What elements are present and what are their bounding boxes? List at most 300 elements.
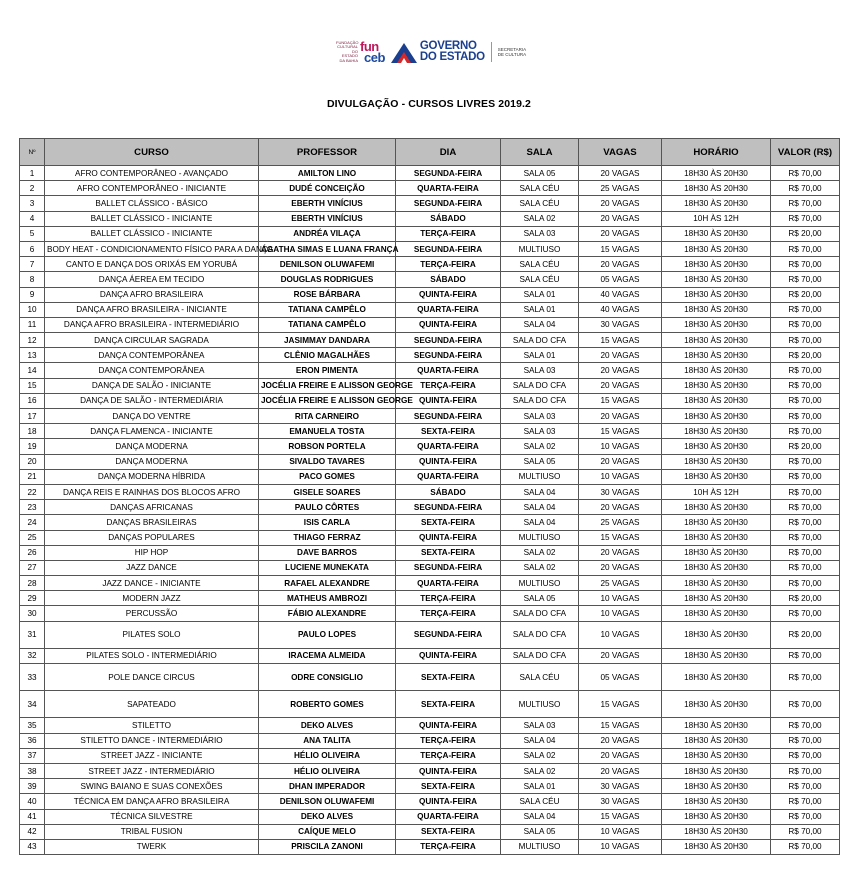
cell-number: 15 bbox=[20, 378, 45, 393]
cell-price: R$ 70,00 bbox=[771, 748, 840, 763]
cell-room: SALA DO CFA bbox=[501, 648, 579, 663]
cell-room: SALA 04 bbox=[501, 733, 579, 748]
cell-professor: EBERTH VINÍCIUS bbox=[259, 196, 396, 211]
cell-schedule: 18H30 ÀS 20H30 bbox=[662, 363, 771, 378]
cell-number: 24 bbox=[20, 515, 45, 530]
funceb-logo bbox=[360, 41, 385, 63]
cell-course: DANÇA DO VENTRE bbox=[45, 409, 259, 424]
cell-schedule: 18H30 ÀS 20H30 bbox=[662, 333, 771, 348]
cell-professor: EMANUELA TOSTA bbox=[259, 424, 396, 439]
cell-professor: SIVALDO TAVARES bbox=[259, 454, 396, 469]
cell-price: R$ 70,00 bbox=[771, 530, 840, 545]
cell-day: TERÇA-FEIRA bbox=[396, 748, 501, 763]
cell-room: SALA CÉU bbox=[501, 794, 579, 809]
cell-course: PERCUSSÃO bbox=[45, 606, 259, 621]
cell-schedule: 18H30 ÀS 20H30 bbox=[662, 241, 771, 256]
cell-price: R$ 70,00 bbox=[771, 664, 840, 691]
cell-room: MULTIUSO bbox=[501, 530, 579, 545]
cell-professor: DENILSON OLUWAFEMI bbox=[259, 257, 396, 272]
cell-professor: DAVE BARROS bbox=[259, 545, 396, 560]
column-header-vacancies: VAGAS bbox=[579, 139, 662, 166]
table-row bbox=[20, 530, 840, 545]
logo-divider bbox=[491, 42, 492, 62]
cell-day: QUARTA-FEIRA bbox=[396, 469, 501, 484]
cell-professor: ERON PIMENTA bbox=[259, 363, 396, 378]
cell-day: SEGUNDA-FEIRA bbox=[396, 333, 501, 348]
cell-schedule: 18H30 ÀS 20H30 bbox=[662, 591, 771, 606]
cell-room: MULTIUSO bbox=[501, 241, 579, 256]
cell-vacancies: 10 VAGAS bbox=[579, 839, 662, 854]
cell-day: SEGUNDA-FEIRA bbox=[396, 166, 501, 181]
cell-room: SALA 02 bbox=[501, 545, 579, 560]
cell-day: QUARTA-FEIRA bbox=[396, 439, 501, 454]
cell-course: CANTO E DANÇA DOS ORIXÁS EM YORUBÁ bbox=[45, 257, 259, 272]
table-row bbox=[20, 733, 840, 748]
cell-number: 41 bbox=[20, 809, 45, 824]
cell-course: DANÇA MODERNA bbox=[45, 454, 259, 469]
cell-day: SÁBADO bbox=[396, 484, 501, 499]
cell-day: TERÇA-FEIRA bbox=[396, 733, 501, 748]
cell-room: SALA 04 bbox=[501, 500, 579, 515]
cell-room: MULTIUSO bbox=[501, 576, 579, 591]
cell-professor: DENILSON OLUWAFEMI bbox=[259, 794, 396, 809]
cell-professor: LUCIENE MUNEKATA bbox=[259, 560, 396, 575]
table-row bbox=[20, 317, 840, 332]
cell-price: R$ 20,00 bbox=[771, 621, 840, 648]
cell-vacancies: 20 VAGAS bbox=[579, 363, 662, 378]
cell-price: R$ 70,00 bbox=[771, 469, 840, 484]
cell-professor: PAULO CÔRTES bbox=[259, 500, 396, 515]
cell-day: SEGUNDA-FEIRA bbox=[396, 241, 501, 256]
cell-vacancies: 20 VAGAS bbox=[579, 545, 662, 560]
cell-day: QUINTA-FEIRA bbox=[396, 648, 501, 663]
cell-vacancies: 15 VAGAS bbox=[579, 393, 662, 408]
table-row bbox=[20, 378, 840, 393]
cell-course: DANÇA CONTEMPORÂNEA bbox=[45, 363, 259, 378]
cell-price: R$ 70,00 bbox=[771, 393, 840, 408]
cell-schedule: 18H30 ÀS 20H30 bbox=[662, 454, 771, 469]
cell-vacancies: 20 VAGAS bbox=[579, 196, 662, 211]
cell-number: 32 bbox=[20, 648, 45, 663]
cell-number: 6 bbox=[20, 241, 45, 256]
cell-price: R$ 20,00 bbox=[771, 226, 840, 241]
cell-vacancies: 20 VAGAS bbox=[579, 226, 662, 241]
cell-schedule: 18H30 ÀS 20H30 bbox=[662, 809, 771, 824]
table-row bbox=[20, 181, 840, 196]
funceb-logo-fun: fun bbox=[360, 39, 379, 54]
cell-course: HIP HOP bbox=[45, 545, 259, 560]
cell-course: DANÇA ÁEREA EM TECIDO bbox=[45, 272, 259, 287]
cell-vacancies: 40 VAGAS bbox=[579, 287, 662, 302]
cell-schedule: 18H30 ÀS 20H30 bbox=[662, 763, 771, 778]
cell-vacancies: 20 VAGAS bbox=[579, 500, 662, 515]
cell-room: SALA 01 bbox=[501, 302, 579, 317]
table-row bbox=[20, 469, 840, 484]
cell-room: SALA DO CFA bbox=[501, 333, 579, 348]
cell-price: R$ 70,00 bbox=[771, 363, 840, 378]
cell-course: BALLET CLÁSSICO - BÁSICO bbox=[45, 196, 259, 211]
cell-price: R$ 70,00 bbox=[771, 515, 840, 530]
table-row bbox=[20, 794, 840, 809]
cell-course: AFRO CONTEMPORÂNEO - INICIANTE bbox=[45, 181, 259, 196]
cell-course: DANÇAS POPULARES bbox=[45, 530, 259, 545]
cell-room: SALA 02 bbox=[501, 763, 579, 778]
cell-room: SALA CÉU bbox=[501, 257, 579, 272]
cell-course: DANÇA DE SALÃO - INTERMEDIÁRIA bbox=[45, 393, 259, 408]
table-row bbox=[20, 454, 840, 469]
table-row bbox=[20, 393, 840, 408]
cell-schedule: 18H30 ÀS 20H30 bbox=[662, 576, 771, 591]
cell-number: 7 bbox=[20, 257, 45, 272]
cell-price: R$ 70,00 bbox=[771, 196, 840, 211]
cell-course: STILETTO DANCE - INTERMEDIÁRIO bbox=[45, 733, 259, 748]
cell-day: SEGUNDA-FEIRA bbox=[396, 348, 501, 363]
table-row bbox=[20, 241, 840, 256]
secretaria-text: SECRETARIA DE CULTURA bbox=[497, 47, 527, 57]
cell-schedule: 18H30 ÀS 20H30 bbox=[662, 824, 771, 839]
cell-professor: ROBSON PORTELA bbox=[259, 439, 396, 454]
document-title: DIVULGAÇÃO - CURSOS LIVRES 2019.2 bbox=[326, 98, 531, 110]
table-header-row bbox=[20, 139, 840, 166]
cell-professor: TATIANA CAMPÊLO bbox=[259, 302, 396, 317]
table-row bbox=[20, 257, 840, 272]
cell-number: 23 bbox=[20, 500, 45, 515]
column-header-room: SALA bbox=[501, 139, 579, 166]
cell-vacancies: 15 VAGAS bbox=[579, 333, 662, 348]
cell-schedule: 18H30 ÀS 20H30 bbox=[662, 424, 771, 439]
cell-course: DANÇA CONTEMPORÂNEA bbox=[45, 348, 259, 363]
table-row bbox=[20, 500, 840, 515]
cell-schedule: 18H30 ÀS 20H30 bbox=[662, 302, 771, 317]
cell-day: SEGUNDA-FEIRA bbox=[396, 560, 501, 575]
cell-course: DANÇAS BRASILEIRAS bbox=[45, 515, 259, 530]
cell-room: SALA CÉU bbox=[501, 664, 579, 691]
cell-vacancies: 25 VAGAS bbox=[579, 181, 662, 196]
cell-professor: ANDRÉA VILAÇA bbox=[259, 226, 396, 241]
cell-room: MULTIUSO bbox=[501, 469, 579, 484]
cell-schedule: 18H30 ÀS 20H30 bbox=[662, 348, 771, 363]
cell-schedule: 18H30 ÀS 20H30 bbox=[662, 648, 771, 663]
cell-room: SALA 02 bbox=[501, 748, 579, 763]
cell-price: R$ 70,00 bbox=[771, 211, 840, 226]
cell-day: SEGUNDA-FEIRA bbox=[396, 621, 501, 648]
cell-course: BODY HEAT - CONDICIONAMENTO FÍSICO PARA A DANÇA bbox=[45, 241, 259, 256]
cell-day: SÁBADO bbox=[396, 272, 501, 287]
cell-price: R$ 70,00 bbox=[771, 809, 840, 824]
cell-day: QUARTA-FEIRA bbox=[396, 181, 501, 196]
cell-vacancies: 30 VAGAS bbox=[579, 317, 662, 332]
cell-course: JAZZ DANCE bbox=[45, 560, 259, 575]
cell-schedule: 18H30 ÀS 20H30 bbox=[662, 779, 771, 794]
cell-room: SALA 05 bbox=[501, 166, 579, 181]
table-row bbox=[20, 779, 840, 794]
cell-day: SEXTA-FEIRA bbox=[396, 824, 501, 839]
table-row bbox=[20, 515, 840, 530]
cell-professor: AMILTON LINO bbox=[259, 166, 396, 181]
cell-room: SALA 02 bbox=[501, 211, 579, 226]
cell-price: R$ 20,00 bbox=[771, 287, 840, 302]
cell-professor: HÉLIO OLIVEIRA bbox=[259, 763, 396, 778]
cell-schedule: 10H ÀS 12H bbox=[662, 484, 771, 499]
cell-price: R$ 70,00 bbox=[771, 839, 840, 854]
cell-room: SALA 01 bbox=[501, 779, 579, 794]
cell-number: 29 bbox=[20, 591, 45, 606]
cell-room: SALA 04 bbox=[501, 515, 579, 530]
table-row bbox=[20, 621, 840, 648]
cell-schedule: 18H30 ÀS 20H30 bbox=[662, 560, 771, 575]
cell-day: SEXTA-FEIRA bbox=[396, 779, 501, 794]
cell-professor: MATHEUS AMBROZI bbox=[259, 591, 396, 606]
table-row bbox=[20, 545, 840, 560]
cell-course: TRIBAL FUSION bbox=[45, 824, 259, 839]
cell-number: 43 bbox=[20, 839, 45, 854]
cell-number: 27 bbox=[20, 560, 45, 575]
table-row bbox=[20, 606, 840, 621]
cell-course: DANÇA AFRO BRASILEIRA - INICIANTE bbox=[45, 302, 259, 317]
cell-number: 42 bbox=[20, 824, 45, 839]
cell-professor: ISIS CARLA bbox=[259, 515, 396, 530]
cell-day: QUINTA-FEIRA bbox=[396, 718, 501, 733]
cell-professor: DEKO ALVES bbox=[259, 718, 396, 733]
cell-schedule: 18H30 ÀS 20H30 bbox=[662, 733, 771, 748]
table-row bbox=[20, 484, 840, 499]
table-row bbox=[20, 839, 840, 854]
cell-course: JAZZ DANCE - INICIANTE bbox=[45, 576, 259, 591]
cell-professor: PAULO LOPES bbox=[259, 621, 396, 648]
cell-schedule: 18H30 ÀS 20H30 bbox=[662, 794, 771, 809]
cell-professor: TATIANA CAMPÊLO bbox=[259, 317, 396, 332]
cell-number: 13 bbox=[20, 348, 45, 363]
cell-number: 28 bbox=[20, 576, 45, 591]
column-header-professor: PROFESSOR bbox=[259, 139, 396, 166]
bahia-government-mark-icon bbox=[391, 41, 417, 63]
cell-price: R$ 70,00 bbox=[771, 648, 840, 663]
cell-schedule: 18H30 ÀS 20H30 bbox=[662, 515, 771, 530]
cell-price: R$ 70,00 bbox=[771, 181, 840, 196]
cell-number: 19 bbox=[20, 439, 45, 454]
cell-professor: ODRE CONSIGLIO bbox=[259, 664, 396, 691]
cell-course: DANÇA AFRO BRASILEIRA bbox=[45, 287, 259, 302]
cell-vacancies: 10 VAGAS bbox=[579, 439, 662, 454]
cell-schedule: 18H30 ÀS 20H30 bbox=[662, 530, 771, 545]
cell-professor: DHAN IMPERADOR bbox=[259, 779, 396, 794]
cell-room: SALA 01 bbox=[501, 287, 579, 302]
government-logo-text bbox=[420, 41, 485, 63]
cell-number: 25 bbox=[20, 530, 45, 545]
cell-price: R$ 70,00 bbox=[771, 454, 840, 469]
table-row bbox=[20, 226, 840, 241]
cell-schedule: 18H30 ÀS 20H30 bbox=[662, 748, 771, 763]
cell-day: QUINTA-FEIRA bbox=[396, 393, 501, 408]
cell-price: R$ 70,00 bbox=[771, 257, 840, 272]
cell-course: TWERK bbox=[45, 839, 259, 854]
cell-price: R$ 70,00 bbox=[771, 317, 840, 332]
cell-number: 31 bbox=[20, 621, 45, 648]
cell-vacancies: 15 VAGAS bbox=[579, 241, 662, 256]
table-row bbox=[20, 648, 840, 663]
table-row bbox=[20, 763, 840, 778]
cell-day: SEGUNDA-FEIRA bbox=[396, 409, 501, 424]
table-row bbox=[20, 664, 840, 691]
cell-day: TERÇA-FEIRA bbox=[396, 839, 501, 854]
cell-course: TÉCNICA EM DANÇA AFRO BRASILEIRA bbox=[45, 794, 259, 809]
cell-day: SEXTA-FEIRA bbox=[396, 691, 501, 718]
cell-vacancies: 20 VAGAS bbox=[579, 211, 662, 226]
cell-vacancies: 20 VAGAS bbox=[579, 748, 662, 763]
cell-day: SEXTA-FEIRA bbox=[396, 515, 501, 530]
cell-price: R$ 20,00 bbox=[771, 591, 840, 606]
cell-vacancies: 20 VAGAS bbox=[579, 348, 662, 363]
cell-price: R$ 70,00 bbox=[771, 500, 840, 515]
cell-room: SALA 05 bbox=[501, 824, 579, 839]
cell-course: DANÇAS AFRICANAS bbox=[45, 500, 259, 515]
cell-number: 18 bbox=[20, 424, 45, 439]
cell-course: DANÇA MODERNA HÍBRIDA bbox=[45, 469, 259, 484]
cell-professor: JOCÉLIA FREIRE E ALISSON GEORGE bbox=[259, 393, 396, 408]
column-header-schedule: HORÁRIO bbox=[662, 139, 771, 166]
cell-vacancies: 20 VAGAS bbox=[579, 733, 662, 748]
cell-professor: IRACEMA ALMEIDA bbox=[259, 648, 396, 663]
cell-schedule: 18H30 ÀS 20H30 bbox=[662, 718, 771, 733]
cell-price: R$ 70,00 bbox=[771, 691, 840, 718]
government-line-2: DO ESTADO bbox=[419, 51, 485, 63]
cell-professor: ÁGATHA SIMAS E LUANA FRANÇA bbox=[259, 241, 396, 256]
cell-room: MULTIUSO bbox=[501, 839, 579, 854]
cell-price: R$ 20,00 bbox=[771, 348, 840, 363]
cell-course: DANÇA REIS E RAINHAS DOS BLOCOS AFRO bbox=[45, 484, 259, 499]
table-row bbox=[20, 439, 840, 454]
cell-professor: RITA CARNEIRO bbox=[259, 409, 396, 424]
cell-schedule: 18H30 ÀS 20H30 bbox=[662, 393, 771, 408]
cell-day: SÁBADO bbox=[396, 211, 501, 226]
cell-course: BALLET CLÁSSICO - INICIANTE bbox=[45, 211, 259, 226]
table-row bbox=[20, 196, 840, 211]
cell-room: SALA 03 bbox=[501, 363, 579, 378]
cell-room: SALA 02 bbox=[501, 439, 579, 454]
cell-price: R$ 70,00 bbox=[771, 484, 840, 499]
cell-day: QUARTA-FEIRA bbox=[396, 809, 501, 824]
table-row bbox=[20, 824, 840, 839]
cell-professor: FÁBIO ALEXANDRE bbox=[259, 606, 396, 621]
cell-number: 3 bbox=[20, 196, 45, 211]
cell-price: R$ 70,00 bbox=[771, 272, 840, 287]
cell-price: R$ 70,00 bbox=[771, 824, 840, 839]
cell-day: QUINTA-FEIRA bbox=[396, 794, 501, 809]
cell-course: SAPATEADO bbox=[45, 691, 259, 718]
cell-day: TERÇA-FEIRA bbox=[396, 257, 501, 272]
cell-course: POLE DANCE CIRCUS bbox=[45, 664, 259, 691]
cell-price: R$ 70,00 bbox=[771, 545, 840, 560]
table-row bbox=[20, 718, 840, 733]
cell-number: 2 bbox=[20, 181, 45, 196]
cell-price: R$ 70,00 bbox=[771, 302, 840, 317]
cell-vacancies: 15 VAGAS bbox=[579, 424, 662, 439]
cell-professor: CAÍQUE MELO bbox=[259, 824, 396, 839]
cell-vacancies: 10 VAGAS bbox=[579, 591, 662, 606]
cell-room: SALA DO CFA bbox=[501, 378, 579, 393]
cell-professor: ROBERTO GOMES bbox=[259, 691, 396, 718]
table-row bbox=[20, 166, 840, 181]
cell-room: SALA 02 bbox=[501, 560, 579, 575]
cell-vacancies: 20 VAGAS bbox=[579, 560, 662, 575]
table-row bbox=[20, 211, 840, 226]
cell-schedule: 18H30 ÀS 20H30 bbox=[662, 317, 771, 332]
cell-room: SALA CÉU bbox=[501, 196, 579, 211]
cell-professor: HÉLIO OLIVEIRA bbox=[259, 748, 396, 763]
cell-vacancies: 15 VAGAS bbox=[579, 809, 662, 824]
cell-course: TÉCNICA SILVESTRE bbox=[45, 809, 259, 824]
cell-day: QUINTA-FEIRA bbox=[396, 530, 501, 545]
cell-number: 12 bbox=[20, 333, 45, 348]
cell-price: R$ 20,00 bbox=[771, 439, 840, 454]
cell-number: 11 bbox=[20, 317, 45, 332]
cell-room: SALA 04 bbox=[501, 317, 579, 332]
cell-price: R$ 70,00 bbox=[771, 733, 840, 748]
cell-schedule: 18H30 ÀS 20H30 bbox=[662, 606, 771, 621]
cell-vacancies: 15 VAGAS bbox=[579, 691, 662, 718]
cell-room: SALA 03 bbox=[501, 226, 579, 241]
cell-number: 38 bbox=[20, 763, 45, 778]
cell-schedule: 18H30 ÀS 20H30 bbox=[662, 226, 771, 241]
cell-professor: DUDÉ CONCEIÇÃO bbox=[259, 181, 396, 196]
cell-vacancies: 20 VAGAS bbox=[579, 257, 662, 272]
cell-day: TERÇA-FEIRA bbox=[396, 606, 501, 621]
cell-room: MULTIUSO bbox=[501, 691, 579, 718]
cell-schedule: 18H30 ÀS 20H30 bbox=[662, 196, 771, 211]
cell-schedule: 18H30 ÀS 20H30 bbox=[662, 181, 771, 196]
cell-professor: DOUGLAS RODRIGUES bbox=[259, 272, 396, 287]
cell-course: STILETTO bbox=[45, 718, 259, 733]
cell-day: QUARTA-FEIRA bbox=[396, 363, 501, 378]
cell-professor: CLÊNIO MAGALHÃES bbox=[259, 348, 396, 363]
cell-schedule: 18H30 ÀS 20H30 bbox=[662, 272, 771, 287]
cell-professor: ANA TALITA bbox=[259, 733, 396, 748]
cell-number: 40 bbox=[20, 794, 45, 809]
cell-number: 26 bbox=[20, 545, 45, 560]
cell-number: 33 bbox=[20, 664, 45, 691]
table-row bbox=[20, 363, 840, 378]
cell-room: SALA CÉU bbox=[501, 181, 579, 196]
column-header-course: CURSO bbox=[45, 139, 259, 166]
funceb-logo-ceb: ceb bbox=[364, 50, 385, 65]
cell-day: QUARTA-FEIRA bbox=[396, 302, 501, 317]
table-row bbox=[20, 287, 840, 302]
cell-day: TERÇA-FEIRA bbox=[396, 591, 501, 606]
cell-number: 20 bbox=[20, 454, 45, 469]
cell-vacancies: 10 VAGAS bbox=[579, 469, 662, 484]
cell-course: STREET JAZZ - INICIANTE bbox=[45, 748, 259, 763]
cell-professor: EBERTH VINÍCIUS bbox=[259, 211, 396, 226]
cell-room: SALA CÉU bbox=[501, 272, 579, 287]
cell-schedule: 18H30 ÀS 20H30 bbox=[662, 409, 771, 424]
cell-price: R$ 70,00 bbox=[771, 560, 840, 575]
cell-professor: DEKO ALVES bbox=[259, 809, 396, 824]
cell-price: R$ 70,00 bbox=[771, 166, 840, 181]
cell-room: SALA 04 bbox=[501, 484, 579, 499]
cell-number: 4 bbox=[20, 211, 45, 226]
cell-number: 8 bbox=[20, 272, 45, 287]
cell-price: R$ 70,00 bbox=[771, 794, 840, 809]
cell-price: R$ 70,00 bbox=[771, 779, 840, 794]
cell-professor: JOCÉLIA FREIRE E ALISSON GEORGE bbox=[259, 378, 396, 393]
cell-professor: GISELE SOARES bbox=[259, 484, 396, 499]
cell-number: 36 bbox=[20, 733, 45, 748]
cell-day: SEXTA-FEIRA bbox=[396, 545, 501, 560]
cell-number: 10 bbox=[20, 302, 45, 317]
cell-number: 30 bbox=[20, 606, 45, 621]
cell-price: R$ 70,00 bbox=[771, 409, 840, 424]
cell-day: QUINTA-FEIRA bbox=[396, 763, 501, 778]
